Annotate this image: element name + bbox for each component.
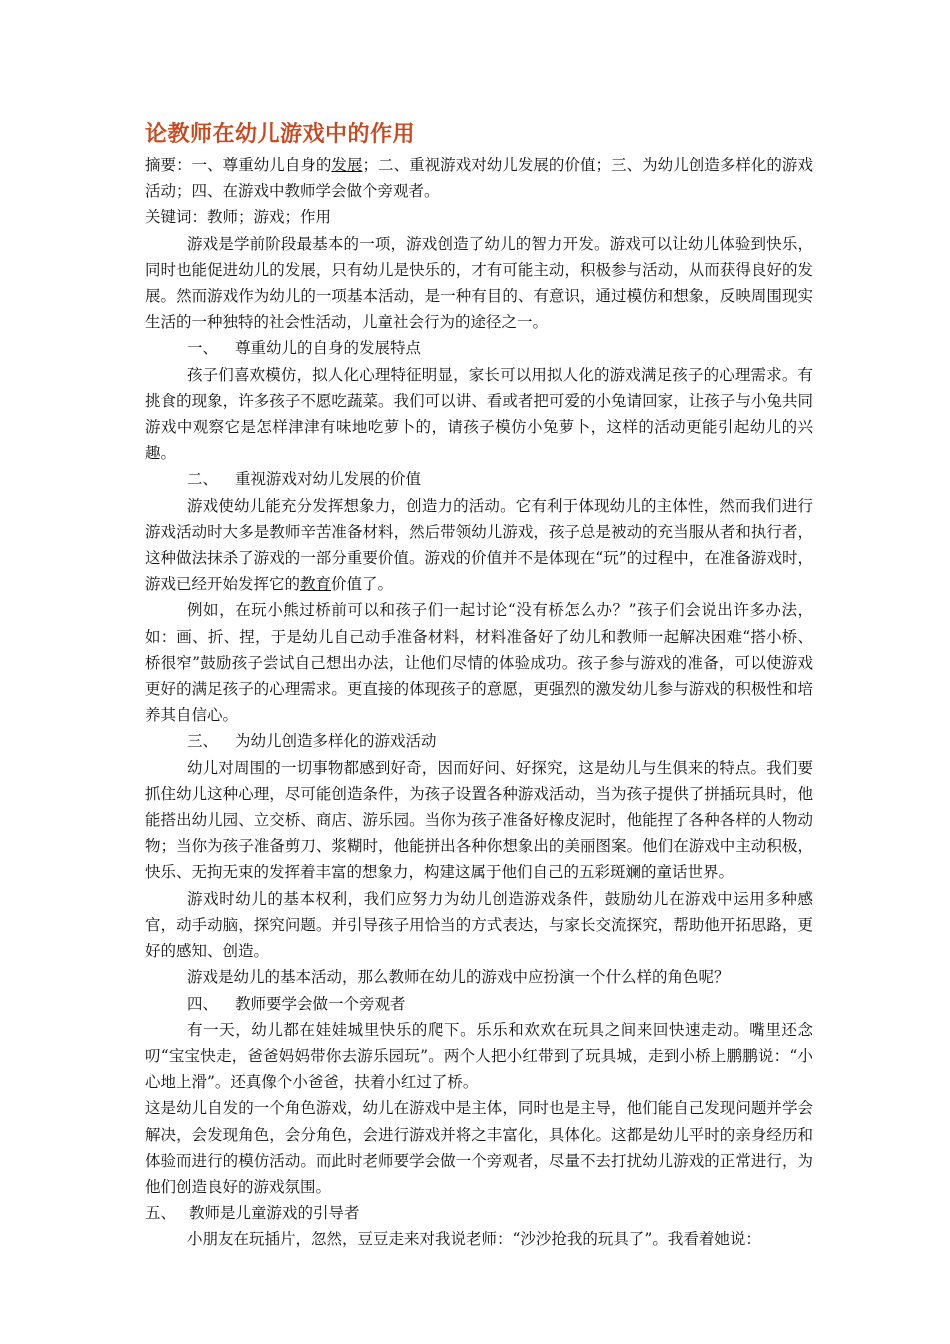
section-heading-3 (145, 728, 813, 754)
section-heading-1 (145, 335, 813, 361)
keywords-text: 教师；游戏；作用 (207, 208, 332, 227)
abstract (145, 152, 813, 204)
section-5-paragraph-1: 小朋友在玩插片，忽然，豆豆走来对我说老师：“沙沙抢我的玩具了”。我看着她说： (187, 1230, 761, 1249)
section-title-5: 教师是儿童游戏的引导者 (189, 1204, 360, 1223)
section-title-3: 为幼儿创造多样化的游戏活动 (235, 732, 437, 751)
abstract-text-end: ；二、重视游戏对幼儿发展的价值；三、为幼儿创造多样化的游戏活动；四、在游戏中教师学会做个旁观者。 (145, 156, 813, 201)
section-2-paragraph-2: 例如，在玩小熊过桥前可以和孩子们一起讨论“没有桥怎么办？”孩子们会说出许多办法，如：画、折、捏，于是幼儿自己动手准备材料，材料准备好了幼儿和教师一起解决困难“搭小桥、桥很窄”鼓励孩子尝试自己想出办法，让他们尽情的体验成功。孩子参与游戏的准备，可以使游戏更好的满足孩子的心理需求。更直接的体现孩子的意愿，更强烈的激发幼儿参与游戏的积极性和培养其自信心。 (145, 601, 813, 725)
intro-paragraph: 游戏是学前阶段最基本的一项，游戏创造了幼儿的智力开发。游戏可以让幼儿体验到快乐，同时也能促进幼儿的发展，只有幼儿是快乐的，才有可能主动，积极参与活动，从而获得良好的发展。然而游戏作为幼儿的一项基本活动，是一种有目的、有意识，通过模仿和想象，反映周围现实生活的一种独特的社会性活动，儿童社会行为的途径之一。 (145, 234, 813, 332)
section-title-4: 教师要学会做一个旁观者 (235, 994, 406, 1013)
section-title-1: 尊重幼儿的自身的发展特点 (235, 339, 422, 358)
keywords-label: 关键词： (145, 208, 208, 227)
section-3-paragraph-1: 幼儿对周围的一切事物都感到好奇，因而好问、好探究，这是幼儿与生俱来的特点。我们要抓住幼儿这种心理，尽可能创造条件，为孩子设置各种游戏活动，当为孩子提供了拼插玩具时，他能搭出幼儿园、立交桥、商店、游乐园。当你为孩子准备好橡皮泥时，他能捏了各种各样的人物动物；当你为孩子准备剪刀、浆糊时，他能拼出各种你想象出的美丽图案。他们在游戏中主动积极，快乐、无拘无束的发挥着丰富的想象力，构建这属于他们自己的五彩斑斓的童话世界。 (145, 758, 813, 882)
section-3-paragraph-2: 游戏时幼儿的基本权利，我们应努力为幼儿创造游戏条件，鼓励幼儿在游戏中运用多种感官，动手动脑，探究问题。并引导孩子用恰当的方式表达，与家长交流探究，帮助他开拓思路，更好的感知、创造。 (145, 889, 813, 961)
section-title-2: 重视游戏对幼儿发展的价值 (235, 470, 422, 489)
document-title: 论教师在幼儿游戏中的作用 (145, 122, 416, 147)
document-page (145, 118, 813, 1253)
section-number-1: 一、 (187, 339, 219, 358)
section-heading-5 (145, 1200, 813, 1226)
section-number-4: 四、 (187, 994, 219, 1013)
section-2-paragraph-1 (145, 493, 813, 598)
keywords (145, 204, 813, 230)
section-4-paragraph-1: 有一天，幼儿都在娃娃城里快乐的爬下。乐乐和欢欢在玩具之间来回快速走动。嘴里还念叨“宝宝快走，爸爸妈妈带你去游乐园玩”。两个人把小红带到了玩具城，走到小桥上鹏鹏说：“小心地上滑”。还真像个小爸爸，扶着小红过了桥。 (145, 1020, 813, 1092)
section-2-text-start: 游戏使幼儿能充分发挥想象力，创造力的活动。它有利于体现幼儿的主体性，然而我们进行游戏活动时大多是教师辛苦准备材料，然后带领幼儿游戏，孩子总是被动的充当服从者和执行者，这种做法抹杀了游戏的一部分重要价值。游戏的价值并不是体现在“玩”的过程中，在准备游戏时，游戏已经开始发挥它的 (145, 496, 813, 594)
section-heading-4 (145, 991, 813, 1017)
section-2-text-end: 价值了。 (331, 575, 394, 594)
section-1-paragraph-1: 孩子们喜欢模仿，拟人化心理特征明显，家长可以用拟人化的游戏满足孩子的心理需求。有挑食的现象，许多孩子不愿吃蔬菜。我们可以讲、看或者把可爱的小兔请回家，让孩子与小兔共同游戏中观察它是怎样津津有味地吃萝卜的，请孩子模仿小兔萝卜，这样的活动更能引起幼儿的兴趣。 (145, 365, 813, 463)
section-heading-2 (145, 466, 813, 492)
section-4-paragraph-2: 这是幼儿自发的一个角色游戏，幼儿在游戏中是主体，同时也是主导，他们能自己发现问题并学会解决，会发现角色，会分角色，会进行游戏并将之丰富化，具体化。这都是幼儿平时的亲身经历和体验而进行的模仿活动。而此时老师要学会做一个旁观者，尽量不去打扰幼儿游戏的正常进行，为他们创造良好的游戏氛围。 (145, 1099, 813, 1196)
development-link[interactable]: 发展 (331, 156, 363, 174)
education-link[interactable]: 教育 (300, 575, 332, 594)
section-number-5: 五、 (145, 1204, 177, 1223)
abstract-text-start: 一、尊重幼儿自身的 (191, 156, 332, 174)
section-3-paragraph-3: 游戏是幼儿的基本活动，那么教师在幼儿的游戏中应扮演一个什么样的角色呢？ (187, 968, 730, 987)
section-number-3: 三、 (187, 732, 219, 751)
abstract-label: 摘要： (145, 156, 192, 174)
section-number-2: 二、 (187, 470, 219, 489)
